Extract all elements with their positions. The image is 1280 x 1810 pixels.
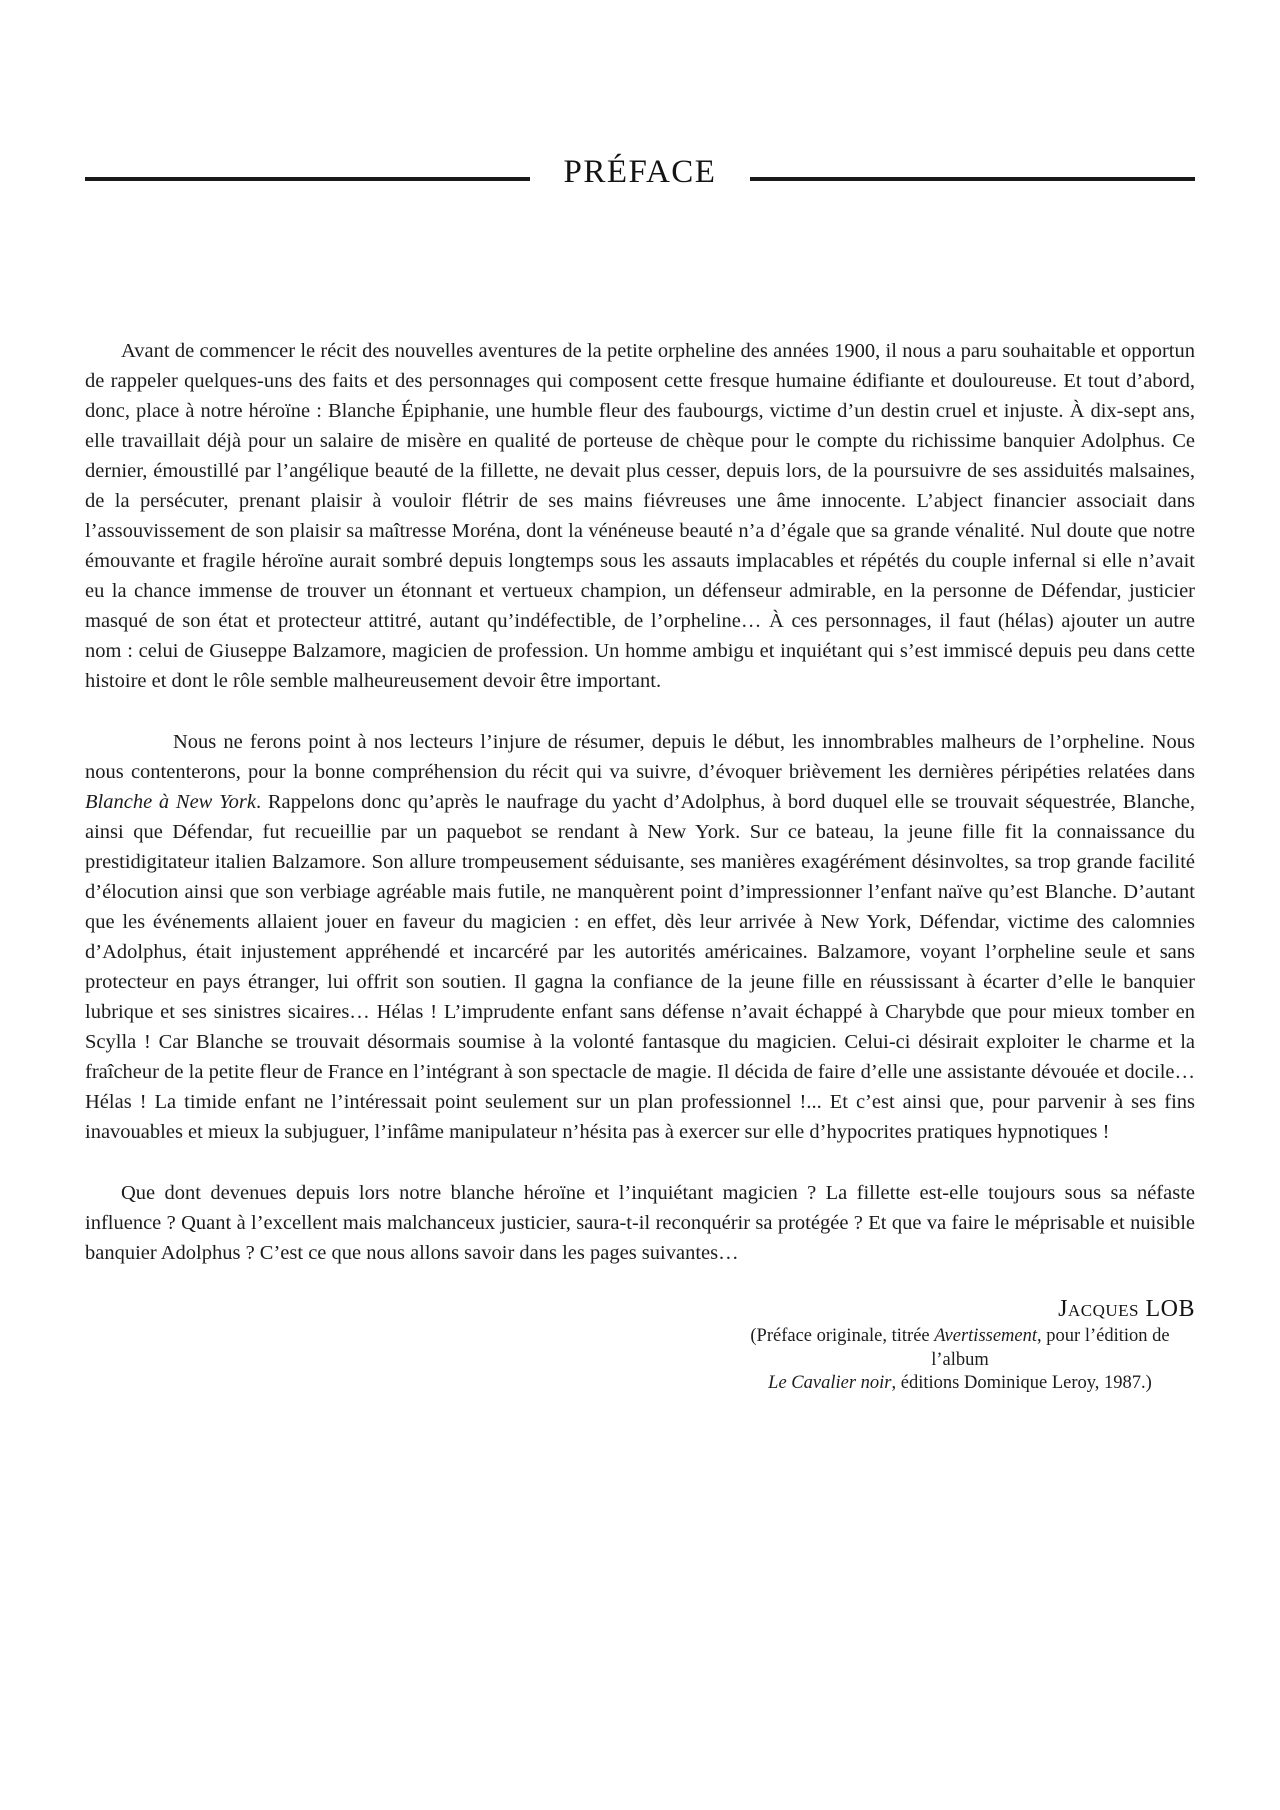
left-rule [85, 177, 530, 181]
preface-header [85, 150, 1195, 194]
right-rule [750, 177, 1195, 181]
edition-note: (Préface originale, titrée Avertissement, pour l’édition de l’album Le Cavalier noir, éditions Dominique Leroy, 1987.) [750, 1326, 1170, 1393]
preface-body [85, 336, 1195, 1268]
signature-block [85, 1295, 1195, 1396]
paragraph-3: Que dont devenues depuis lors notre blanche héroïne et l’inquiétant magicien ? La fillette est-elle toujours sous sa néfaste influence ? Quant à l’excellent mais malchanceux justicier, saura-t-il reconquérir sa protégée ? Et que va faire le méprisable et nuisible banquier Adolphus ? C’est ce que nous allons savoir dans les pages suivantes… [85, 1182, 1195, 1264]
paragraph-2: Nous ne ferons point à nos lecteurs l’injure de résumer, depuis le début, les innombrables malheurs de l’orpheline. Nous nous contenterons, pour la bonne compréhension du récit qui va suivre, d’évoquer brièvement les dernières péripéties relatées dans Blanche à New York. Rappelons donc qu’après le naufrage du yacht d’Adolphus, à bord duquel elle se trouvait séquestrée, Blanche, ainsi que Défendar, fut recueillie par un paquebot se rendant à New York. Sur ce bateau, la jeune fille fit la connaissance du prestidigitateur italien Balzamore. Son allure trompeusement séduisante, ses manières exagérément désinvoltes, sa trop grande facilité d’élocution ainsi que son verbiage agréable mais futile, ne manquèrent point d’impressionner l’enfant naïve qu’est Blanche. D’autant que les événements allaient jouer en faveur du magicien : en effet, dès leur arrivée à New York, Défendar, victime des calomnies d’Adolphus, était injustement appréhendé et incarcéré par les autorités américaines. Balzamore, voyant l’orpheline seule et sans protecteur en pays étranger, lui offrit son soutien. Il gagna la confiance de la jeune fille en réussissant à écarter d’elle le banquier lubrique et ses sinistres sicaires… Hélas ! L’imprudente enfant sans défense n’avait échappé à Charybde que pour mieux tomber en Scylla ! Car Blanche se trouvait désormais soumise à la volonté fantasque du magicien. Celui-ci désirait exploiter le charme et la fraîcheur de la petite fleur de France en l’intégrant à son spectacle de magie. Il décida de faire d’elle une assistante dévouée et docile… Hélas ! La timide enfant ne l’intéressait point seulement sur un plan professionnel !... Et c’est ainsi que, pour parvenir à ses fins inavouables et mieux la subjuguer, l’infâme manipulateur n’hésita pas à exercer sur elle d’hypocrites pratiques hypnotiques ! [85, 731, 1195, 1143]
page-title: PRÉFACE [563, 153, 717, 190]
paragraph-1: Avant de commencer le récit des nouvelles aventures de la petite orpheline des années 1900, il nous a paru souhaitable et opportun de rappeler quelques-uns des faits et des personnages qui composent cette fresque humaine édifiante et douloureuse. Et tout d’abord, donc, place à notre héroïne : Blanche Épiphanie, une humble fleur des faubourgs, victime d’un destin cruel et injuste. À dix-sept ans, elle travaillait déjà pour un salaire de misère en qualité de porteuse de chèque pour le compte du richissime banquier Adolphus. Ce dernier, émoustillé par l’angélique beauté de la fillette, ne devait plus cesser, depuis lors, de la poursuivre de ses assiduités malsaines, de la persécuter, prenant plaisir à vouloir flétrir de ses mains fiévreuses une âme innocente. L’abject financier associait dans l’assouvissement de son plaisir sa maîtresse Moréna, dont la vénéneuse beauté n’a d’égale que sa grande vénalité. Nul doute que notre émouvante et fragile héroïne aurait sombré depuis longtemps sous les assauts implacables et répétés du couple infernal si elle n’avait eu la chance immense de trouver un étonnant et vertueux champion, un défenseur admirable, en la personne de Défendar, justicier masqué de son état et protecteur attitré, autant qu’indéfectible, de l’orpheline… À ces personnages, il faut (hélas) ajouter un autre nom : celui de Giuseppe Balzamore, magicien de profession. Un homme ambigu et inquiétant qui s’est immiscé depuis peu dans cette histoire et dont le rôle semble malheureusement devoir être important. [85, 340, 1195, 692]
author-name: Jacques LOB [1058, 1296, 1195, 1322]
